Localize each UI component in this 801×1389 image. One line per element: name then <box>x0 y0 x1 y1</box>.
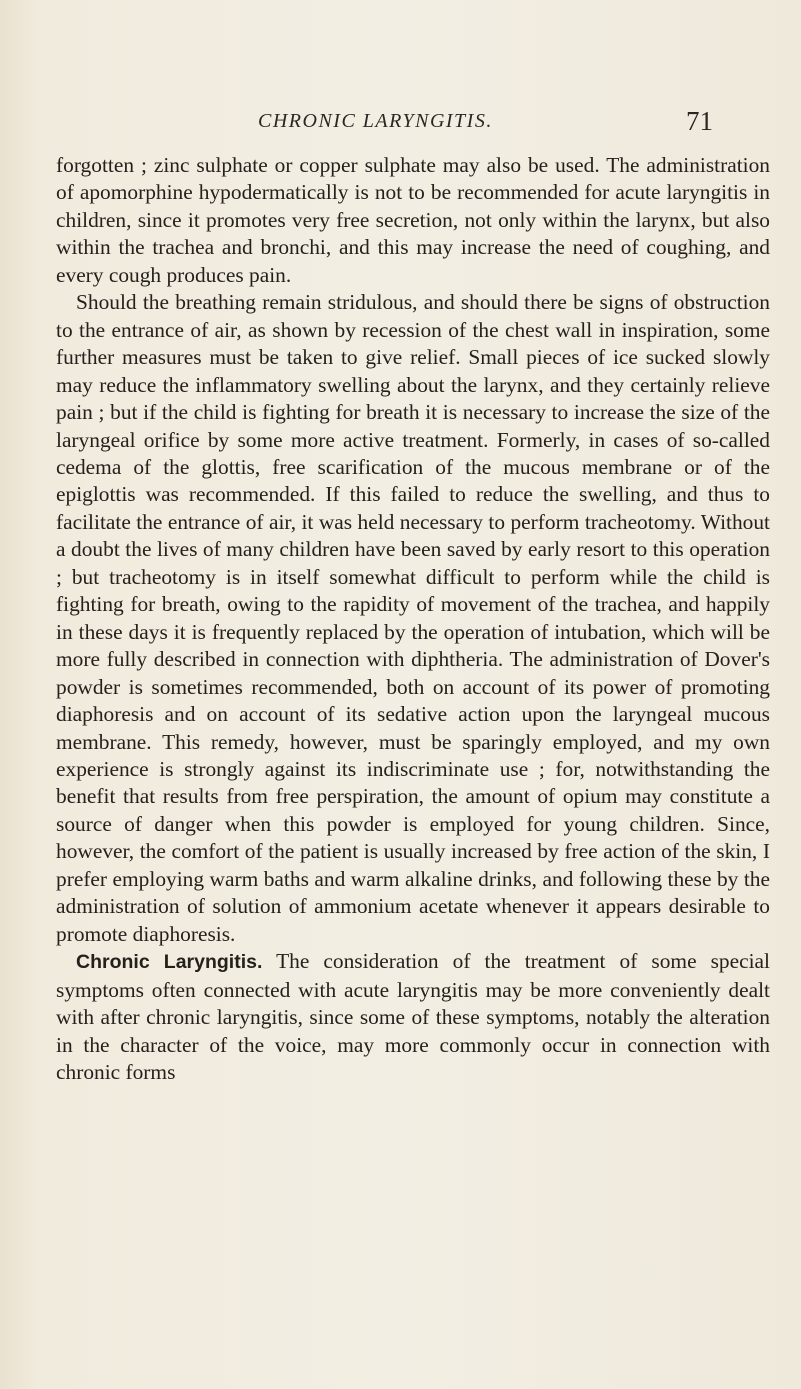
paragraph: Should the breathing remain stridulous, and should there be signs of obstruction to the entrance of air, as shown by recession of the chest wall in inspiration, some further measures must be taken to give relief. Small pieces of ice sucked slowly may reduce the inflammatory swelling about the larynx, and they certainly relieve pain ; but if the child is fighting for breath it is necessary to increase the size of the laryngeal orifice by some more active treatment. Formerly, in cases of so-called cedema of the glottis, free scarification of the mucous membrane or of the epiglottis was recommended. If this failed to reduce the swelling, and thus to facilitate the entrance of air, it was held necessary to perform tracheotomy. Without a doubt the lives of many children have been saved by early resort to this operation ; but tracheotomy is in itself somewhat difficult to perform while the child is fighting for breath, owing to the rapidity of movement of the trachea, and happily in these days it is frequently replaced by the operation of intubation, which will be more fully described in connection with diphtheria. The administration of Dover's powder is sometimes recommended, both on account of its power of promoting diaphoresis and on account of its sedative action upon the laryngeal mucous membrane. This remedy, however, must be sparingly employed, and my own experience is strongly against its indiscriminate use ; for, notwithstanding the benefit that results from free perspiration, the amount of opium may constitute a source of danger when this powder is employed for young children. Since, however, the comfort of the patient is usually increased by free action of the skin, I prefer employing warm baths and warm alkaline drinks, and following these by the administration of solution of ammonium acetate whenever it appears desirable to promote diaphoresis. <box>56 290 770 946</box>
running-head: CHRONIC LARYNGITIS. <box>258 110 493 132</box>
section-text: The consideration of the treatment of some special symptoms often connected with acute laryngitis may be more conveniently dealt with after chronic laryngitis, since some of these symptoms, notably the alteration in the character of the voice, may more commonly occur in connection with chronic forms <box>56 949 770 1084</box>
page-number: 71 <box>686 106 713 136</box>
paragraph: forgotten ; zinc sulphate or copper sulphate may also be used. The administration of apomorphine hypodermatically is not to be recommended for acute laryngitis in children, since it promotes very free secretion, not only within the larynx, but also within the trachea and bronchi, and this may increase the need of coughing, and every cough produces pain. <box>56 153 770 287</box>
section-paragraph <box>56 948 770 1086</box>
body-text <box>56 152 770 1086</box>
page-header <box>0 106 801 140</box>
section-heading: Chronic Laryngitis. <box>76 951 263 974</box>
